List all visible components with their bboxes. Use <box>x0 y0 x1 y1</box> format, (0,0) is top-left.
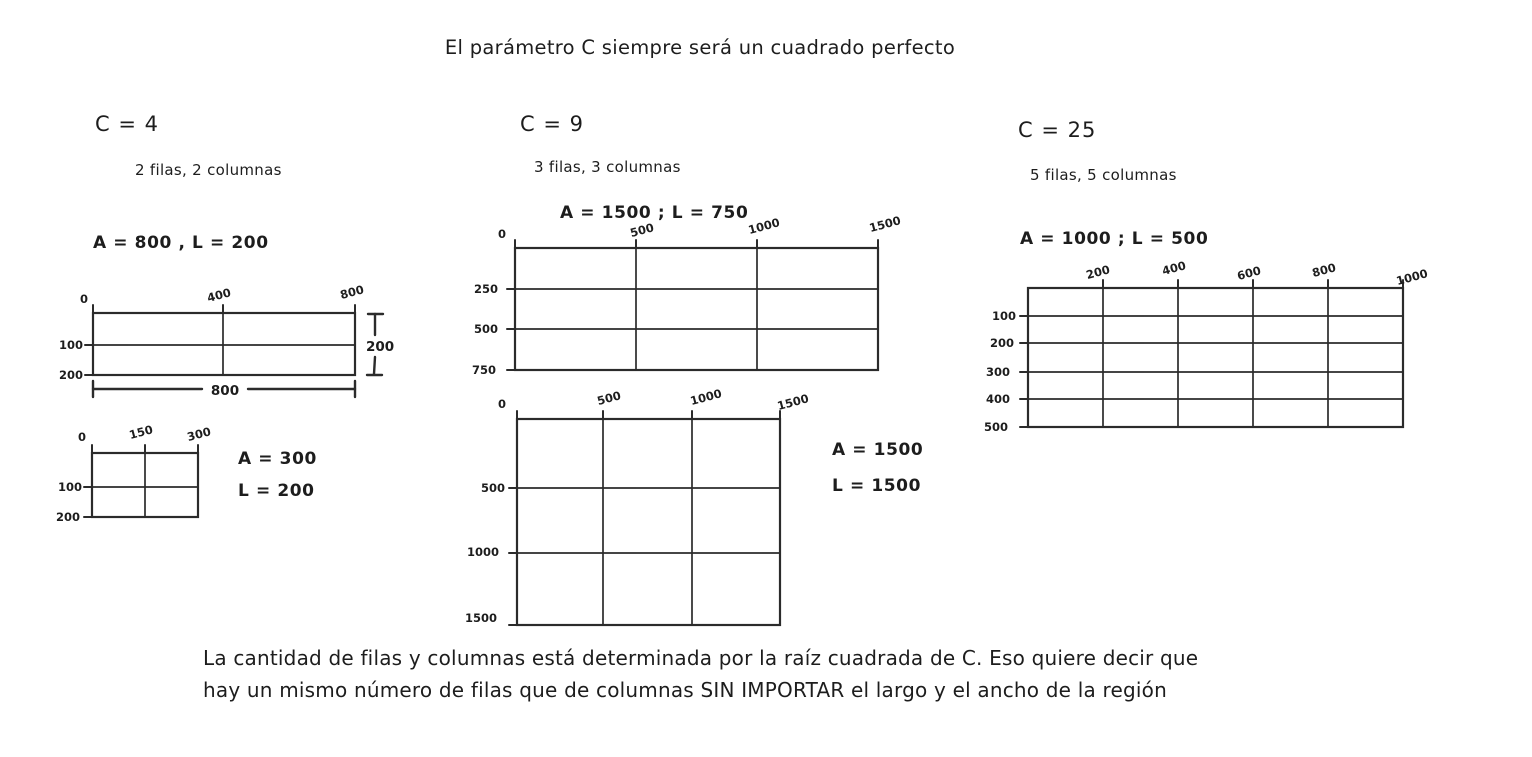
y-tick-label: 100 <box>58 338 83 352</box>
c25-heading: C = 25 <box>1018 118 1097 142</box>
y-tick-label: 750 <box>471 363 496 377</box>
x-tick-label: 0 <box>497 227 507 241</box>
c9-wide-grid-chart <box>458 214 918 384</box>
y-tick-label: 100 <box>991 309 1016 323</box>
y-tick-label: 100 <box>57 480 82 494</box>
c9-params-label: A = 1500 ; L = 750 <box>560 203 749 223</box>
width-brace-label: 800 <box>210 383 240 399</box>
c9-square-grid-area-label: A = 1500 <box>832 440 924 460</box>
c4-heading: C = 4 <box>95 112 159 136</box>
c9-subheading: 3 filas, 3 columnas <box>534 158 681 176</box>
y-tick-label: 300 <box>985 365 1010 379</box>
c4-small-grid-length-label: L = 200 <box>238 481 315 501</box>
height-brace-label: 200 <box>366 339 395 355</box>
y-tick-label: 1000 <box>466 545 499 559</box>
footer-line-1: La cantidad de filas y columnas está determinada por la raíz cuadrada de C. Eso quiere decir que <box>203 646 1199 670</box>
c4-subheading: 2 filas, 2 columnas <box>135 161 282 179</box>
x-tick-label: 1000 <box>1394 266 1430 289</box>
x-tick-label: 1500 <box>867 213 903 236</box>
y-tick-label: 200 <box>58 368 83 382</box>
x-tick-label: 0 <box>497 397 507 411</box>
x-tick-label: 500 <box>628 220 656 241</box>
y-tick-label: 500 <box>473 322 498 336</box>
c25-params-label: A = 1000 ; L = 500 <box>1020 229 1209 249</box>
x-tick-label: 1000 <box>746 215 782 238</box>
y-tick-label: 500 <box>983 420 1008 434</box>
x-tick-label: 400 <box>1160 258 1188 279</box>
x-tick-label: 300 <box>185 424 213 445</box>
x-tick-label: 1000 <box>688 386 724 409</box>
x-tick-label: 1500 <box>775 391 811 414</box>
c4-small-grid-area-label: A = 300 <box>238 449 317 469</box>
x-tick-label: 400 <box>205 285 233 306</box>
x-tick-label: 800 <box>338 282 366 303</box>
c25-subheading: 5 filas, 5 columnas <box>1030 166 1177 184</box>
y-tick-label: 500 <box>480 481 505 495</box>
x-tick-label: 800 <box>1310 260 1338 281</box>
x-tick-label: 600 <box>1235 263 1263 284</box>
y-tick-label: 200 <box>989 336 1014 350</box>
x-tick-label: 150 <box>127 422 155 443</box>
c9-square-grid-chart <box>452 386 832 646</box>
c9-square-grid-length-label: L = 1500 <box>832 476 922 496</box>
y-tick-label: 200 <box>55 510 80 524</box>
c25-grid-chart <box>956 248 1476 448</box>
y-tick-label: 250 <box>473 282 498 296</box>
c4-params-label: A = 800 , L = 200 <box>93 233 269 253</box>
footer-line-2: hay un mismo número de filas que de columnas SIN IMPORTAR el largo y el ancho de la región <box>203 678 1167 702</box>
x-tick-label: 0 <box>77 430 87 444</box>
c4-wide-grid-chart <box>58 282 420 408</box>
x-tick-label: 0 <box>79 292 89 306</box>
y-tick-label: 400 <box>985 392 1010 406</box>
page-title: El parámetro C siempre será un cuadrado perfecto <box>444 36 956 59</box>
x-tick-label: 500 <box>595 388 623 409</box>
y-tick-label: 1500 <box>464 611 497 625</box>
x-tick-label: 200 <box>1084 262 1112 283</box>
c9-heading: C = 9 <box>520 112 584 136</box>
